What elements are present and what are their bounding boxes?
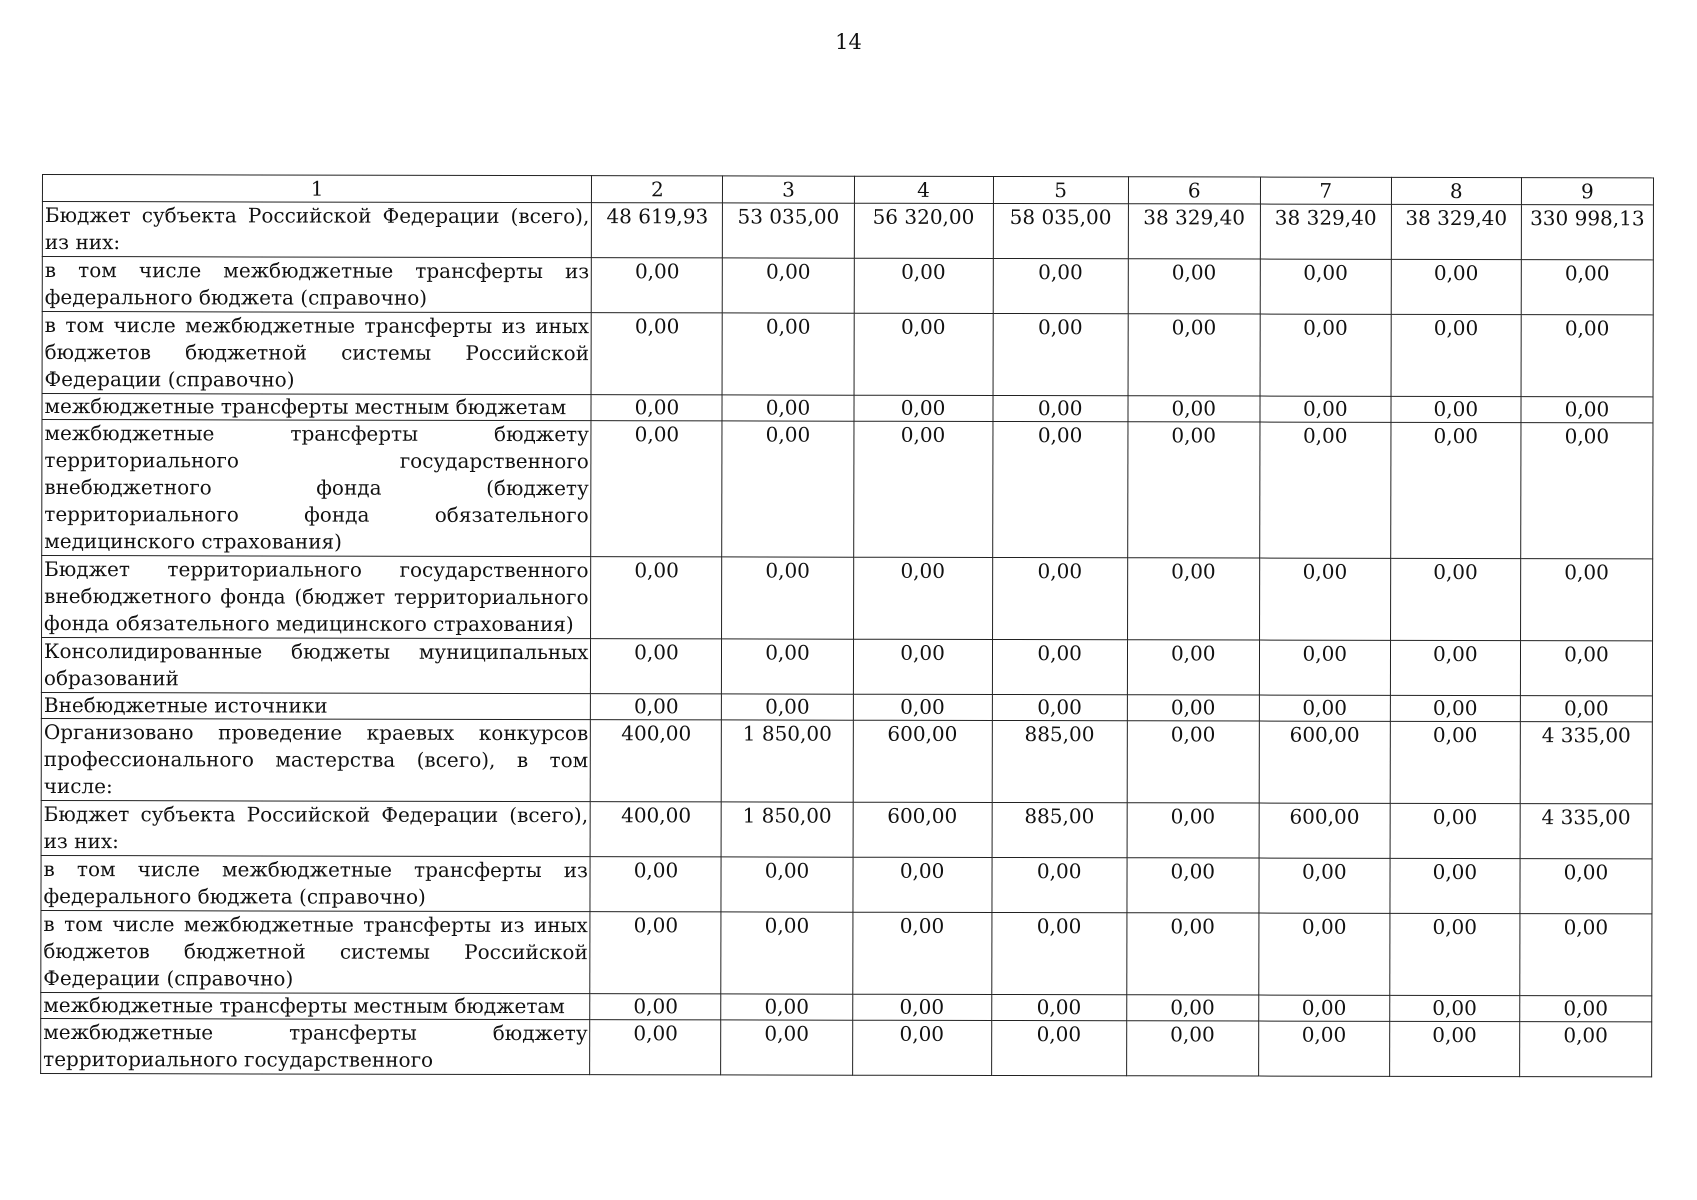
- table-cell: 0,00: [1520, 559, 1652, 641]
- table-cell: 0,00: [1259, 695, 1390, 721]
- table-cell: 0,00: [721, 1020, 852, 1075]
- table-cell: 0,00: [1391, 314, 1521, 396]
- table-cell: 58 035,00: [993, 203, 1128, 258]
- table-row: [42, 556, 1653, 641]
- table-row: [42, 312, 1653, 397]
- budget-table: [40, 174, 1654, 1077]
- table-row: [41, 855, 1652, 913]
- table-cell: 0,00: [853, 395, 992, 421]
- table-cell: 0,00: [1390, 858, 1520, 913]
- table-cell: 0,00: [1127, 558, 1259, 640]
- table-cell: 0,00: [853, 557, 992, 639]
- table-cell: 0,00: [592, 258, 723, 313]
- table-cell: 600,00: [853, 802, 992, 857]
- row-label: в том числе межбюджетные трансферты из федерального бюджета (справочно): [41, 855, 591, 911]
- table-row: [41, 718, 1652, 803]
- table-cell: 0,00: [1391, 396, 1521, 422]
- table-cell: 48 619,93: [592, 203, 723, 258]
- row-label: Бюджет территориального государственного внебюджетного фонда (бюджет территориального фонда обязательного медицинского страхования): [42, 556, 592, 639]
- table-cell: 400,00: [591, 720, 722, 802]
- table-cell: 0,00: [853, 694, 992, 720]
- table-cell: 0,00: [1259, 422, 1390, 558]
- table-cell: 0,00: [591, 694, 722, 720]
- table-cell: 0,00: [590, 994, 721, 1020]
- table-cell: 4 335,00: [1520, 804, 1652, 859]
- row-label: межбюджетные трансферты бюджету территориального государственного внебюджетного фонда (бюджету территориального фонда обязательного медицинского страхования): [42, 420, 592, 557]
- table-cell: 0,00: [1390, 558, 1520, 640]
- table-cell: 0,00: [853, 639, 992, 694]
- table-row: [41, 992, 1652, 1021]
- table-cell: 0,00: [1521, 315, 1653, 397]
- table-cell: 0,00: [1520, 641, 1652, 696]
- table-cell: 0,00: [852, 1020, 991, 1075]
- table-cell: 0,00: [591, 313, 722, 395]
- column-header: 3: [723, 176, 854, 203]
- table-cell: 0,00: [852, 994, 991, 1020]
- table-cell: 0,00: [591, 421, 722, 557]
- table-cell: 0,00: [1127, 695, 1259, 721]
- table-cell: 1 850,00: [722, 720, 853, 802]
- table-cell: 0,00: [852, 912, 991, 994]
- table-cell: 0,00: [1519, 1022, 1651, 1077]
- table-cell: 0,00: [1126, 1021, 1258, 1076]
- table-row: [41, 692, 1652, 721]
- table-cell: 0,00: [1520, 696, 1652, 722]
- table-cell: 0,00: [1520, 859, 1652, 914]
- row-label: Бюджет субъекта Российской Федерации (всего), из них:: [42, 202, 592, 258]
- table-cell: 0,00: [721, 994, 852, 1020]
- table-cell: 0,00: [854, 313, 993, 395]
- row-label: межбюджетные трансферты местным бюджетам: [41, 992, 590, 1019]
- column-header: 1: [42, 175, 591, 203]
- table-cell: 600,00: [1259, 721, 1390, 803]
- header-row: [42, 175, 1653, 205]
- table-row: [41, 1018, 1652, 1076]
- table-cell: 0,00: [1128, 396, 1260, 422]
- table-cell: 885,00: [992, 720, 1127, 802]
- table-cell: 0,00: [591, 395, 722, 421]
- table-cell: 0,00: [1127, 858, 1259, 913]
- table-cell: 0,00: [1390, 913, 1520, 995]
- column-header: 2: [592, 176, 723, 203]
- table-cell: 0,00: [1260, 259, 1391, 314]
- table-cell: 0,00: [991, 994, 1126, 1020]
- table-cell: 0,00: [1260, 396, 1391, 422]
- table-cell: 0,00: [1259, 913, 1390, 995]
- table-cell: 0,00: [1127, 721, 1259, 803]
- table-cell: 0,00: [723, 313, 854, 395]
- table-cell: 0,00: [854, 258, 993, 313]
- table-cell: 0,00: [722, 557, 853, 639]
- table-cell: 0,00: [991, 1020, 1126, 1075]
- table-cell: 0,00: [1520, 996, 1652, 1022]
- table-cell: 0,00: [1521, 260, 1653, 315]
- table-cell: 0,00: [722, 694, 853, 720]
- table-cell: 0,00: [591, 557, 722, 639]
- table-row: [42, 202, 1653, 260]
- table-cell: 38 329,40: [1391, 204, 1521, 259]
- table-row: [41, 910, 1652, 995]
- table-cell: 0,00: [1390, 640, 1520, 695]
- table-cell: 600,00: [853, 720, 992, 802]
- table-cell: 0,00: [591, 639, 722, 694]
- table-cell: 0,00: [1260, 314, 1391, 396]
- table-cell: 0,00: [722, 421, 853, 557]
- table-cell: 0,00: [993, 258, 1128, 313]
- column-header: 7: [1260, 177, 1391, 204]
- table-cell: 0,00: [1127, 803, 1259, 858]
- table-cell: 38 329,40: [1128, 204, 1260, 259]
- table-row: [42, 257, 1653, 315]
- table-cell: 0,00: [992, 694, 1127, 720]
- table-cell: 0,00: [1520, 914, 1652, 996]
- row-label: Бюджет субъекта Российской Федерации (всего), из них:: [41, 800, 591, 856]
- table-cell: 0,00: [992, 639, 1127, 694]
- table-row: [42, 394, 1653, 423]
- row-label: в том числе межбюджетные трансферты из федерального бюджета (справочно): [42, 257, 592, 313]
- page-number: 14: [835, 30, 862, 54]
- table-cell: 0,00: [1126, 913, 1258, 995]
- table-cell: 0,00: [1389, 1021, 1519, 1076]
- table-cell: 0,00: [853, 421, 992, 557]
- table-cell: 0,00: [1390, 803, 1520, 858]
- row-label: Организовано проведение краевых конкурсов профессионального мастерства (всего), в том числе:: [41, 718, 591, 801]
- table-cell: 0,00: [992, 421, 1127, 557]
- table-cell: 600,00: [1259, 803, 1390, 858]
- table-cell: 0,00: [1390, 695, 1520, 721]
- table-cell: 0,00: [852, 857, 991, 912]
- table-cell: 0,00: [1390, 995, 1520, 1021]
- row-label: в том числе межбюджетные трансферты из иных бюджетов бюджетной системы Российской Федерации (справочно): [42, 312, 592, 395]
- table-cell: 0,00: [1259, 858, 1390, 913]
- table-cell: 0,00: [590, 912, 721, 994]
- table-cell: 885,00: [992, 802, 1127, 857]
- table-cell: 0,00: [1127, 422, 1259, 558]
- table-cell: 0,00: [992, 857, 1127, 912]
- table-cell: 0,00: [1126, 995, 1258, 1021]
- row-label: межбюджетные трансферты бюджету территориального государственного: [41, 1018, 591, 1074]
- table-cell: 0,00: [993, 313, 1128, 395]
- table-cell: 0,00: [1391, 422, 1521, 558]
- column-header: 6: [1128, 177, 1260, 204]
- table-cell: 0,00: [1391, 259, 1521, 314]
- row-label: межбюджетные трансферты местным бюджетам: [42, 394, 591, 421]
- table-cell: 0,00: [1128, 259, 1260, 314]
- table-cell: 0,00: [991, 912, 1126, 994]
- table-cell: 0,00: [590, 1020, 721, 1075]
- table-row: [42, 420, 1653, 559]
- column-header: 9: [1521, 178, 1653, 205]
- table-cell: 38 329,40: [1260, 204, 1391, 259]
- row-label: Внебюджетные источники: [41, 692, 590, 719]
- table-cell: 0,00: [1259, 558, 1390, 640]
- table-cell: 0,00: [1521, 423, 1653, 559]
- table-cell: 0,00: [1127, 640, 1259, 695]
- table-cell: 4 335,00: [1520, 722, 1652, 804]
- table-row: [41, 800, 1652, 858]
- table-cell: 53 035,00: [723, 203, 854, 258]
- table-cell: 1 850,00: [722, 802, 853, 857]
- table-cell: 0,00: [992, 557, 1127, 639]
- table-cell: 56 320,00: [854, 203, 993, 258]
- column-header: 4: [854, 176, 993, 203]
- table-cell: 0,00: [1258, 1021, 1389, 1076]
- row-label: в том числе межбюджетные трансферты из иных бюджетов бюджетной системы Российской Федерации (справочно): [41, 910, 591, 993]
- row-label: Консолидированные бюджеты муниципальных образований: [41, 638, 591, 694]
- table-cell: 0,00: [721, 857, 852, 912]
- column-header: 8: [1391, 177, 1521, 204]
- table-cell: 0,00: [1390, 721, 1520, 803]
- column-header: 5: [993, 176, 1128, 203]
- table-cell: 0,00: [590, 857, 721, 912]
- table-cell: 0,00: [722, 639, 853, 694]
- table-cell: 0,00: [1258, 995, 1389, 1021]
- table-cell: 330 998,13: [1521, 205, 1653, 260]
- table-cell: 0,00: [993, 395, 1128, 421]
- table-cell: 0,00: [1259, 640, 1390, 695]
- table-cell: 0,00: [722, 395, 853, 421]
- table-cell: 0,00: [723, 258, 854, 313]
- table-cell: 0,00: [1128, 314, 1260, 396]
- table-cell: 400,00: [590, 802, 721, 857]
- table-row: [41, 638, 1652, 696]
- table-cell: 0,00: [721, 912, 852, 994]
- table-cell: 0,00: [1521, 397, 1653, 423]
